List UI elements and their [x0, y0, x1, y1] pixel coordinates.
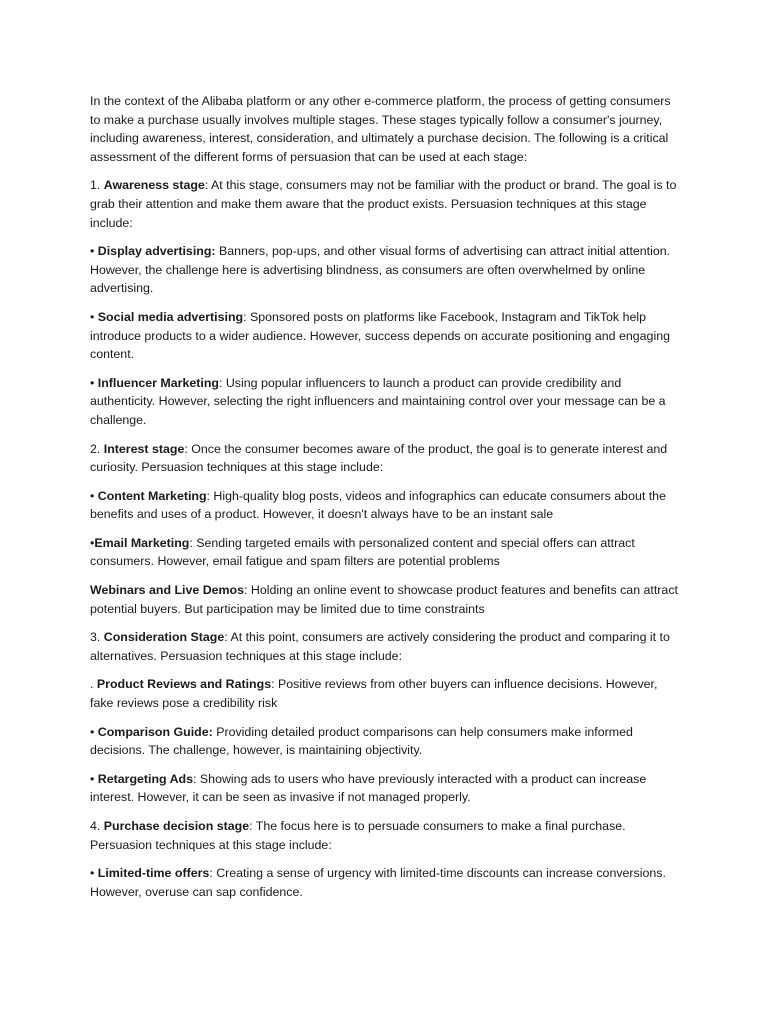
paragraph-interest-stage [90, 440, 680, 477]
paragraph-prefix: • [90, 488, 98, 503]
paragraph-heading: Awareness stage [103, 178, 205, 193]
paragraph-text: Providing detailed product comparisons can help consumers make informed decisions. The challenge, however, is maintaining objectivity. [90, 724, 633, 758]
paragraph-comparison-guide [90, 723, 680, 760]
paragraph-webinars-live-demos [90, 581, 680, 618]
paragraph-heading: Display advertising: [97, 244, 216, 259]
paragraph-heading: Webinars and Live Demos [90, 583, 245, 598]
paragraph-heading: Product Reviews and Ratings [96, 677, 272, 692]
paragraph-heading: Influencer Marketing [97, 375, 219, 390]
paragraph-prefix: • [90, 309, 98, 324]
document-body [90, 92, 680, 911]
paragraph-text: : Once the consumer becomes aware of the product, the goal is to generate interest and curiosity. Persuasion techniques at this stage include: [90, 441, 668, 475]
paragraph-prefix: • [90, 724, 98, 739]
paragraph-consideration-stage [90, 628, 680, 665]
paragraph-heading: Consideration Stage [103, 630, 225, 645]
paragraph-influencer-marketing [90, 374, 680, 430]
paragraph-prefix: 3. [90, 630, 104, 645]
paragraph-retargeting-ads [90, 770, 680, 807]
paragraph-prefix: • [90, 866, 98, 881]
paragraph-prefix: • [90, 771, 98, 786]
paragraph-text: : Creating a sense of urgency with limited-time discounts can increase conversions. However, overuse can sap confidence. [90, 866, 666, 899]
paragraph-social-media-advertising [90, 308, 680, 364]
paragraph-heading: Purchase decision stage [103, 819, 250, 833]
paragraph-text: : Sending targeted emails with personalized content and special offers can attract consumers. However, email fatigue and spam filters are potential problems [90, 535, 635, 569]
paragraph-product-reviews [90, 675, 680, 712]
paragraph-text: : Showing ads to users who have previously interacted with a product can increase interest. However, it can be seen as invasive if not managed properly. [90, 771, 647, 805]
paragraph-heading: Email Marketing [94, 535, 190, 550]
paragraph-text: : At this point, consumers are actively considering the product and comparing it to alternatives. Persuasion techniques at this stage include: [90, 630, 670, 663]
paragraph-text: : The focus here is to persuade consumers to make a final purchase. Persuasion techniques at this stage include: [90, 819, 626, 852]
paragraph-heading: Interest stage [103, 441, 185, 456]
paragraph-prefix: • [90, 244, 98, 259]
paragraph-text: : Positive reviews from other buyers can influence decisions. However, fake reviews pose a credibility risk [90, 677, 658, 711]
paragraph-email-marketing [90, 534, 680, 571]
paragraph-purchase-decision-stage [90, 817, 680, 854]
paragraph-limited-time-offers [90, 864, 680, 901]
paragraph-prefix: 4. [90, 819, 104, 833]
paragraph-heading: Content Marketing [97, 488, 207, 503]
paragraph-heading: Retargeting Ads [97, 771, 194, 786]
paragraph-prefix: 1. [90, 178, 104, 193]
paragraph-heading: Comparison Guide: [97, 724, 213, 739]
paragraph-prefix: . [90, 677, 97, 692]
paragraph-text: : Sponsored posts on platforms like Facebook, Instagram and TikTok help introduce products to a wider audience. However, success depends on accurate positioning and engaging content. [90, 309, 670, 362]
paragraph-prefix: • [90, 535, 95, 550]
paragraph-text: : Using popular influencers to launch a product can provide credibility and authenticity. However, selecting the right influencers and maintaining control over your message can be a challenge. [90, 375, 666, 427]
paragraph-awareness-stage [90, 176, 680, 232]
paragraph-display-advertising [90, 242, 680, 298]
paragraph-prefix: 2. [90, 441, 104, 456]
paragraph-text: : High-quality blog posts, videos and infographics can educate consumers about the benefits and uses of a product. However, it doesn't always have to be an instant sale [90, 488, 666, 522]
paragraph-text: : At this stage, consumers may not be familiar with the product or brand. The goal is to grab their attention and make them aware that the product exists. Persuasion techniques at this stage include: [90, 178, 677, 230]
paragraph-text: : Holding an online event to showcase product features and benefits can attract potential buyers. But participation may be limited due to time constraints [90, 583, 678, 616]
paragraph-text: Banners, pop-ups, and other visual forms of advertising can attract initial attention. However, the challenge here is advertising blindness, as consumers are often overwhelmed by online advertising. [90, 244, 671, 296]
paragraph-content-marketing [90, 487, 680, 524]
paragraph-prefix: • [90, 375, 98, 390]
intro-paragraph: In the context of the Alibaba platform or any other e-commerce platform, the process of getting consumers to make a purchase usually involves multiple stages. These stages typically follow a consumer's journey, including awareness, interest, consideration, and ultimately a purchase decision. The following is a critical assessment of the different forms of persuasion that can be used at each stage: [90, 94, 671, 164]
paragraph-heading: Limited-time offers [97, 866, 210, 881]
paragraph-heading: Social media advertising [97, 309, 244, 324]
